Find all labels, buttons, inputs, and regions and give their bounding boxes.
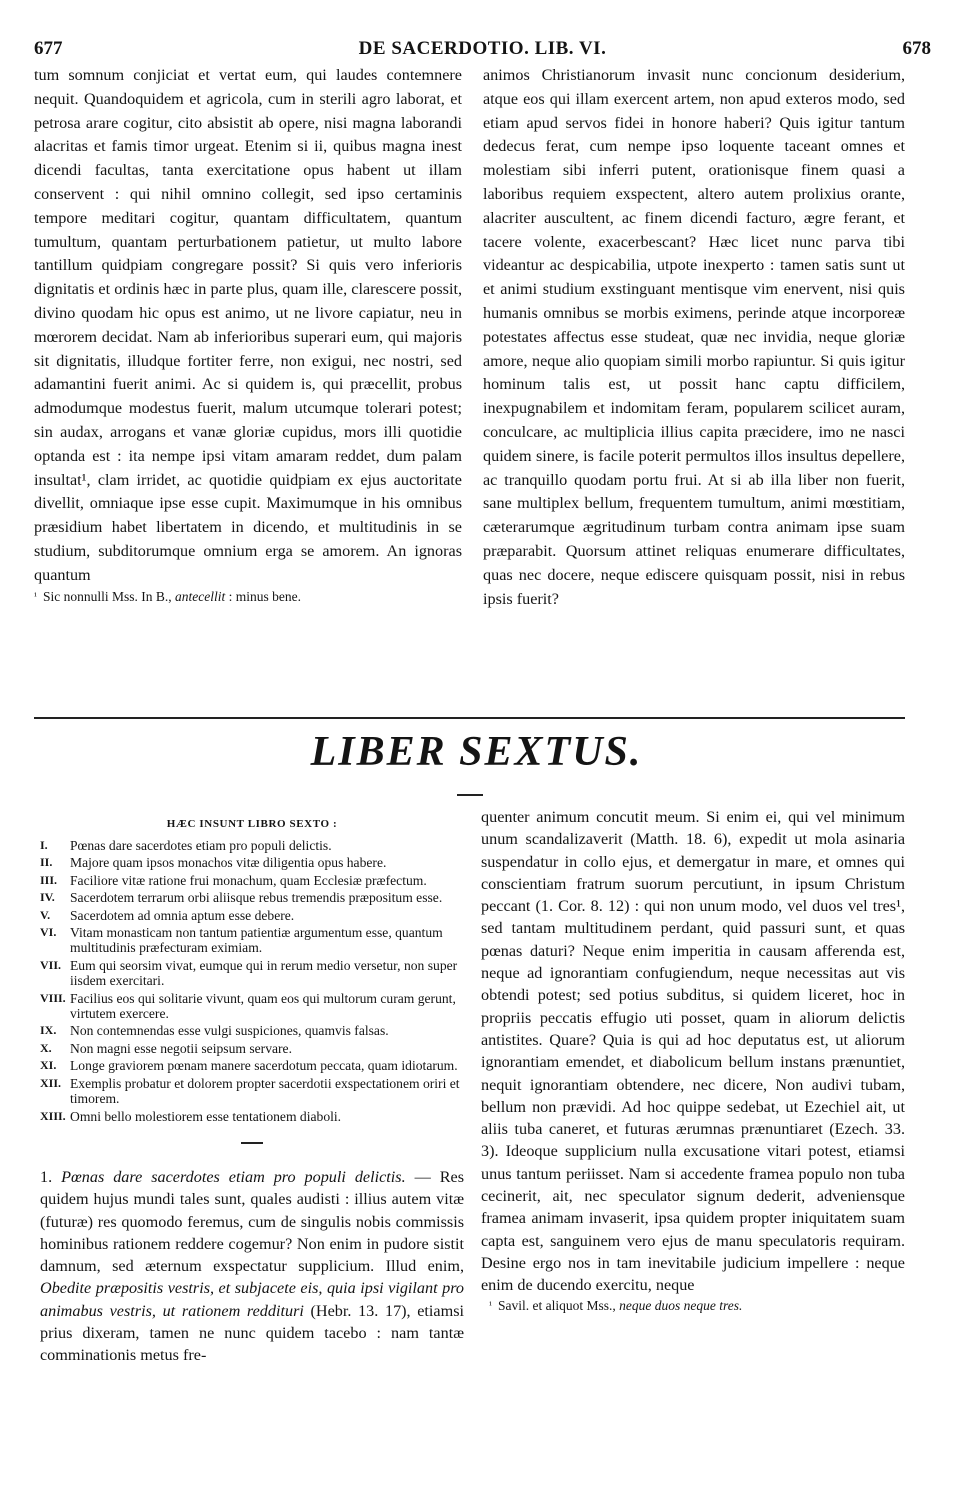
- contents-item-number: VI.: [40, 925, 57, 940]
- contents-item: [40, 958, 464, 989]
- contents-item: [40, 1023, 464, 1038]
- contents-item: [40, 1109, 464, 1124]
- section-divider: [34, 717, 905, 719]
- contents-item: [40, 908, 464, 923]
- bottom-right-column: [481, 806, 905, 1315]
- contents-item-number: IV.: [40, 890, 55, 905]
- section-heading: Pœnas dare sacerdotes etiam pro populi delictis.: [61, 1167, 406, 1186]
- contents-item-number: VII.: [40, 957, 62, 972]
- contents-list: [40, 838, 464, 1124]
- contents-item-number: II.: [40, 855, 53, 870]
- contents-item: [40, 1058, 464, 1073]
- contents-item-number: IX.: [40, 1023, 57, 1038]
- contents-item-text: Sacerdotem ad omnia aptum esse debere.: [70, 907, 295, 923]
- footnote-italic: antecellit: [175, 588, 226, 604]
- running-head: [34, 38, 931, 62]
- section-1-paragraph: [40, 1166, 464, 1367]
- running-title: DE SACERDOTIO. LIB. VI.: [358, 38, 607, 59]
- contents-heading: HÆC INSUNT LIBRO SEXTO :: [166, 818, 338, 830]
- contents-item: [40, 855, 464, 870]
- contents-item: [40, 991, 464, 1022]
- contents-rule: [241, 1142, 263, 1144]
- page-number-right: 678: [902, 38, 931, 59]
- footnote-bottom: [481, 1297, 905, 1315]
- bottom-left-column: [40, 806, 464, 1367]
- contents-item-text: Eum qui seorsim vivat, eumque qui in rerum medio versetur, non super iisdem exercitari.: [70, 957, 458, 989]
- footnote-text: Savil. et aliquot Mss.,: [498, 1297, 620, 1313]
- top-left-text: tum somnum conjiciat et vertat eum, qui laudes contemnere nequit. Quandoquidem et agricola, cum in sterili agro laborat, et petrosa arare cogitur, cito absistit ab opere, nisi magna laborandi alacritas et famis timor urgeat. Etenim si ii, quibus magna inest dicendi facultas, tanta exercitatione opus habent ut illam conservent : qui nihil omnino collegit, sed ipso certaminis tempore meditari cogitur, quantam difficultatem, quantum tumultum, quantam perturbationem patietur, ut multo labore tantillum quidpiam congregare possit? Si quis vero inferioris dignitatis et ordinis hæc in parte plus, quam ille, clarescere possit, divino quodam hic opus est animo, ut ne livore capiatur, neu in mœrorem decidat. Nam ab inferioribus superari eum, qui majoris sit dignitatis, illudque fortiter ferre, non exigui, nec nostri, sed adamantini fuerit animi. Ac si quidem is, qui præcellit, probus admodumque modestus fuerit, malum utcumque tolerari potest; sin audax, arrogans et vanæ gloriæ cupidus, mors illi quotidie optanda est : ita nempe ipsi vitam amaram reddet, dum palam insultat¹, clam irridet, ac quotidie quidpiam ex ejus auctoritate divellit, omniaque ipse esse cupit. Maximumque in his omnibus præsidium habet libertatem in dicendo, et multitudinis in se studium, subditorumque omnium erga se amorem. An ignoras quantum: [34, 66, 462, 584]
- top-right-text: animos Christianorum invasit nunc concionum desiderium, atque eos qui illam exercent artem, non apud exteros modo, sed etiam apud servos fidei in honore haberi? Quis igitur tantum dedecus ferat, cum nempe ipso loquente taceant omnes et molestiam sibi inferri putent, orationisque finem quasi a laboribus requiem exspectent, altero autem prolixius orante, alacriter auscultent, ac finem dicendi facturo, ægre ferant, et tacere volente, exacerbescant? Hæc licet nunc parva tibi videantur ac despicabilia, utpote inexperto : tamen satis sunt ut et animi studium exstinguant mentisque vim enervent, nisi quis humanis omnibus se morbis eximens, perinde atque incorporeæ potestates affectus esse studeat, quæ nec invidia, neque gloriæ amore, neque alio quopiam simili morbo rapiuntur. Si quis igitur hominum talis est, ut possit hanc captu difficilem, inexpugnabilem et indomitam feram, popularem scilicet auram, conculcare, ac multiplicia illius capita præcidere, imo ne nasci quidem sinere, is facile poterit permultos illos insultus depellere, ac tranquillo quodam portu frui. At si ab illa liber non fuerit, sane multiplex bellum, frequentem tumultum, animi mœstitiam, cæterarumque ægritudinum turbam contra animam ipse suam præparabit. Quorsum attinet reliquas enumerare difficultates, quas nec docere, neque ediscere quisquam possit, nisi in rebus ipsis fuerit?: [483, 66, 905, 608]
- page-number-left: 677: [34, 38, 63, 59]
- contents-item-text: Non magni esse negotii seipsum servare.: [70, 1040, 292, 1056]
- footnote-mark: ¹: [489, 1299, 492, 1311]
- contents-item-number: I.: [40, 838, 48, 852]
- scripture-quote: Obedite præpositis vestris, et subjacete eis, quia ipsi vigilant pro animabus vestris, ut rationem reddituri: [40, 1279, 464, 1320]
- contents-item-number: XI.: [40, 1058, 57, 1073]
- top-right-column: [483, 64, 905, 611]
- contents-item-text: Faciliore vitæ ratione frui monachum, quam Ecclesiæ præfectum.: [70, 872, 427, 888]
- contents-item: [40, 1076, 464, 1107]
- contents-item: [40, 925, 464, 956]
- footnote-top-left: [34, 588, 462, 606]
- book-title: LIBER SEXTUS.: [310, 729, 643, 775]
- contents-item-text: Majore quam ipsos monachos vitæ diligentia opus habere.: [70, 855, 387, 871]
- section-number: 1.: [40, 1167, 53, 1186]
- contents-item-number: XII.: [40, 1075, 62, 1090]
- contents-item-text: Facilius eos qui solitarie vivunt, quam eos qui multorum curam gerunt, virtutem exercere.: [70, 990, 456, 1022]
- contents-item-number: III.: [40, 872, 58, 887]
- top-left-column: [34, 64, 462, 606]
- contents-item-text: Vitam monasticam non tantum patientiæ argumentum esse, quantum multitudinis præfecturam eximiam.: [70, 925, 443, 956]
- contents-item-text: Omni bello molestiorem esse tentationem diaboli.: [70, 1108, 342, 1124]
- bottom-right-text: quenter animum concutit meum. Si enim ei, qui vel minimum unum scandalizaverit (Matth. 18. 6), expedit ut mola asinaria suspendatur in collo ejus, et demergatur in mare, et omnes qui conscientiam fratrum suorum percutiunt, in ipsum Christum peccant (1. Cor. 8. 12) : qui non unum modo, vel duos vel tres¹, sed tantam multitudinem perdant, quid passuri sunt, et quas pœnas daturi? Neque enim imperitia in causam afferenda est, neque ad ignorantiam confugiendum, neque necessitas aut vis obtendi potest; sed potius subditus, si quidem liceret, hoc in propriis peccatis effugio uti posset, quam in aliorum delictis antistites. Quare? Quia is qui ad hoc deputatus est, ut aliorum ignorantiam emendet, et diabolicum bellum instans prænuntiet, nequit ignorantiam obtendere, nec dicere, Non audivi tubam, bellum non prævidi. Ad hoc quippe sedebat, ut Ezechiel ait, ut aliis tuba caneret, et futuras ærumnas prænuntiaret (Ezech. 33. 3). Ideoque supplicium nulla excusatione vitari potest, etiamsi unus tantum periisset. Nam si accedente framea populo non tuba cecinerit, ait, nec speculator signum dederit, adveniensque framea animam invaserit, ipsa quidem propter iniquitatem suam capta est, sanguinem vero ejus de manu speculatoris requiram. Desine ergo nos in tam inevitabile judicium impellere : neque enim de ducendo exercitu, neque: [481, 808, 905, 1295]
- contents-item: [40, 890, 464, 905]
- contents-item-text: Longe graviorem pœnam manere sacerdotum peccata, quam idiotarum.: [70, 1058, 458, 1074]
- contents-item-text: Exemplis probatur et dolorem propter sacerdotii exspectationem oriri et timorem.: [70, 1075, 460, 1107]
- contents-item-text: Sacerdotem terrarum orbi aliisque rebus tremendis præpositum esse.: [70, 890, 443, 906]
- title-rule: [457, 794, 483, 796]
- footnote-mark: ¹: [34, 590, 37, 602]
- contents-item-text: Non contemnendas esse vulgi suspiciones, quamvis falsas.: [70, 1023, 389, 1039]
- contents-item-number: V.: [40, 907, 51, 922]
- contents-item: [40, 873, 464, 888]
- section-text-continued: (Hebr. 13. 17), etiamsi prius dixeram, tamen ne nunc quidem tacebo : nam tantæ comminationis metus fre-: [40, 1301, 464, 1365]
- section-text: — Res quidem hujus mundi tales sunt, quales audisti : illius autem vitæ (futuræ) res quomodo feremus, cum de singulis nobis commissis hominibus rationem reddere cogemur? Non enim in pudore sistit damnum, sed æternum exspectatur supplicium. Illud enim,: [40, 1167, 465, 1276]
- contents-item: [40, 838, 464, 853]
- contents-item-number: XIII.: [40, 1108, 66, 1123]
- contents-item-number: VIII.: [40, 990, 66, 1005]
- footnote-text-after: : minus bene.: [225, 588, 301, 604]
- contents-item-text: Pœnas dare sacerdotes etiam pro populi delictis.: [70, 838, 332, 853]
- contents-item: [40, 1041, 464, 1056]
- contents-item-number: X.: [40, 1040, 52, 1055]
- footnote-italic: neque duos neque tres.: [619, 1297, 743, 1313]
- footnote-text: Sic nonnulli Mss. In B.,: [43, 588, 176, 604]
